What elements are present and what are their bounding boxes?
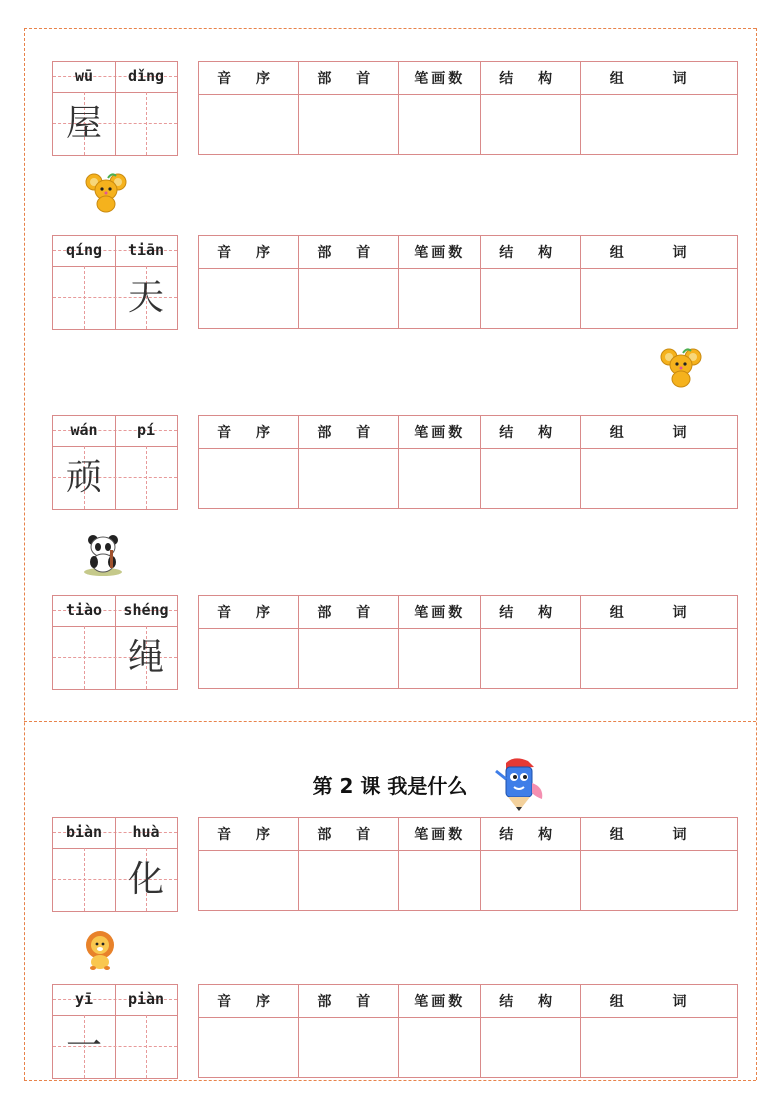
answer-cell[interactable] bbox=[481, 449, 581, 509]
col-bihuashu: 笔画数 bbox=[399, 985, 481, 1018]
char-box bbox=[52, 446, 178, 510]
hanzi-1: 一 bbox=[65, 1026, 102, 1067]
pencil-mascot-icon bbox=[492, 755, 548, 815]
tianzige-grid bbox=[52, 817, 178, 913]
pinyin-1: tiào bbox=[65, 601, 103, 619]
answer-cell[interactable] bbox=[299, 851, 399, 911]
col-bihuashu: 笔画数 bbox=[399, 236, 481, 269]
col-bushou: 部 首 bbox=[299, 596, 399, 629]
lion-icon bbox=[82, 930, 118, 970]
col-zuci: 组 词 bbox=[581, 596, 738, 629]
pinyin-1: wán bbox=[70, 421, 98, 439]
pinyin-band bbox=[52, 984, 178, 1016]
answer-cell[interactable] bbox=[481, 95, 581, 155]
hanzi-2: 天 bbox=[127, 277, 164, 318]
analysis-table bbox=[198, 415, 738, 509]
answer-cell[interactable] bbox=[399, 1018, 481, 1078]
analysis-table bbox=[198, 984, 738, 1078]
character-row bbox=[52, 235, 740, 331]
tianzige-grid bbox=[52, 415, 178, 511]
col-bushou: 部 首 bbox=[299, 236, 399, 269]
hanzi-2: 绳 bbox=[127, 637, 164, 678]
answer-cell[interactable] bbox=[581, 449, 738, 509]
answer-cell[interactable] bbox=[199, 269, 299, 329]
tianzige-grid bbox=[52, 61, 178, 157]
answer-cell[interactable] bbox=[199, 95, 299, 155]
pinyin-band bbox=[52, 235, 178, 267]
analysis-table bbox=[198, 595, 738, 689]
char-box bbox=[52, 1015, 178, 1079]
pinyin-2: tiān bbox=[127, 241, 165, 259]
answer-cell[interactable] bbox=[199, 629, 299, 689]
pinyin-band bbox=[52, 415, 178, 447]
col-bihuashu: 笔画数 bbox=[399, 62, 481, 95]
lesson-title: 第 2 课 我是什么 bbox=[312, 774, 468, 798]
col-jiegou: 结 构 bbox=[481, 818, 581, 851]
character-row bbox=[52, 984, 740, 1080]
answer-cell[interactable] bbox=[481, 629, 581, 689]
frame-left bbox=[24, 28, 25, 1080]
answer-cell[interactable] bbox=[399, 269, 481, 329]
pinyin-band bbox=[52, 817, 178, 849]
answer-cell[interactable] bbox=[299, 449, 399, 509]
answer-cell[interactable] bbox=[481, 1018, 581, 1078]
col-bushou: 部 首 bbox=[299, 818, 399, 851]
pinyin-1: qíng bbox=[65, 241, 103, 259]
answer-cell[interactable] bbox=[199, 449, 299, 509]
analysis-table bbox=[198, 817, 738, 911]
answer-cell[interactable] bbox=[581, 629, 738, 689]
answer-cell[interactable] bbox=[581, 269, 738, 329]
col-zuci: 组 词 bbox=[581, 416, 738, 449]
analysis-table bbox=[198, 61, 738, 155]
pinyin-band bbox=[52, 61, 178, 93]
col-jiegou: 结 构 bbox=[481, 62, 581, 95]
char-box bbox=[52, 266, 178, 330]
answer-cell[interactable] bbox=[299, 629, 399, 689]
col-yinxu: 音 序 bbox=[199, 818, 299, 851]
col-bushou: 部 首 bbox=[299, 62, 399, 95]
pinyin-band bbox=[52, 595, 178, 627]
col-yinxu: 音 序 bbox=[199, 62, 299, 95]
pinyin-2: shéng bbox=[123, 601, 169, 619]
answer-cell[interactable] bbox=[581, 1018, 738, 1078]
char-box bbox=[52, 626, 178, 690]
hanzi-2: 化 bbox=[127, 859, 164, 900]
hanzi-1: 屋 bbox=[65, 103, 102, 144]
answer-cell[interactable] bbox=[581, 851, 738, 911]
mouse-icon bbox=[659, 345, 703, 389]
character-row bbox=[52, 595, 740, 691]
tianzige-grid bbox=[52, 595, 178, 691]
pinyin-1: biàn bbox=[65, 823, 103, 841]
col-bihuashu: 笔画数 bbox=[399, 596, 481, 629]
answer-cell[interactable] bbox=[399, 851, 481, 911]
answer-cell[interactable] bbox=[481, 851, 581, 911]
col-jiegou: 结 构 bbox=[481, 416, 581, 449]
col-zuci: 组 词 bbox=[581, 236, 738, 269]
pinyin-2: pí bbox=[136, 421, 156, 439]
col-jiegou: 结 构 bbox=[481, 236, 581, 269]
col-bihuashu: 笔画数 bbox=[399, 416, 481, 449]
pinyin-2: huà bbox=[132, 823, 160, 841]
col-yinxu: 音 序 bbox=[199, 236, 299, 269]
col-bushou: 部 首 bbox=[299, 985, 399, 1018]
answer-cell[interactable] bbox=[299, 1018, 399, 1078]
answer-cell[interactable] bbox=[481, 269, 581, 329]
frame-top bbox=[24, 28, 756, 29]
col-bushou: 部 首 bbox=[299, 416, 399, 449]
character-row bbox=[52, 415, 740, 511]
character-row bbox=[52, 817, 740, 913]
answer-cell[interactable] bbox=[399, 95, 481, 155]
panda-icon bbox=[82, 532, 124, 578]
col-yinxu: 音 序 bbox=[199, 985, 299, 1018]
frame-middle bbox=[24, 721, 756, 722]
frame-right bbox=[756, 28, 757, 1080]
tianzige-grid bbox=[52, 235, 178, 331]
pinyin-1: yī bbox=[74, 990, 94, 1008]
pinyin-1: wū bbox=[74, 67, 94, 85]
answer-cell[interactable] bbox=[199, 1018, 299, 1078]
col-jiegou: 结 构 bbox=[481, 985, 581, 1018]
answer-cell[interactable] bbox=[399, 629, 481, 689]
answer-cell[interactable] bbox=[199, 851, 299, 911]
character-row bbox=[52, 61, 740, 157]
hanzi-1: 顽 bbox=[65, 457, 102, 498]
col-zuci: 组 词 bbox=[581, 818, 738, 851]
col-zuci: 组 词 bbox=[581, 62, 738, 95]
char-box bbox=[52, 848, 178, 912]
answer-cell[interactable] bbox=[399, 449, 481, 509]
col-jiegou: 结 构 bbox=[481, 596, 581, 629]
frame-bottom bbox=[24, 1080, 756, 1081]
answer-cell[interactable] bbox=[299, 95, 399, 155]
answer-cell[interactable] bbox=[299, 269, 399, 329]
char-box bbox=[52, 92, 178, 156]
pinyin-2: dǐng bbox=[127, 67, 165, 85]
answer-cell[interactable] bbox=[581, 95, 738, 155]
analysis-table bbox=[198, 235, 738, 329]
pinyin-2: piàn bbox=[127, 990, 165, 1008]
col-yinxu: 音 序 bbox=[199, 596, 299, 629]
tianzige-grid bbox=[52, 984, 178, 1080]
mouse-icon bbox=[84, 170, 128, 214]
col-yinxu: 音 序 bbox=[199, 416, 299, 449]
col-zuci: 组 词 bbox=[581, 985, 738, 1018]
col-bihuashu: 笔画数 bbox=[399, 818, 481, 851]
